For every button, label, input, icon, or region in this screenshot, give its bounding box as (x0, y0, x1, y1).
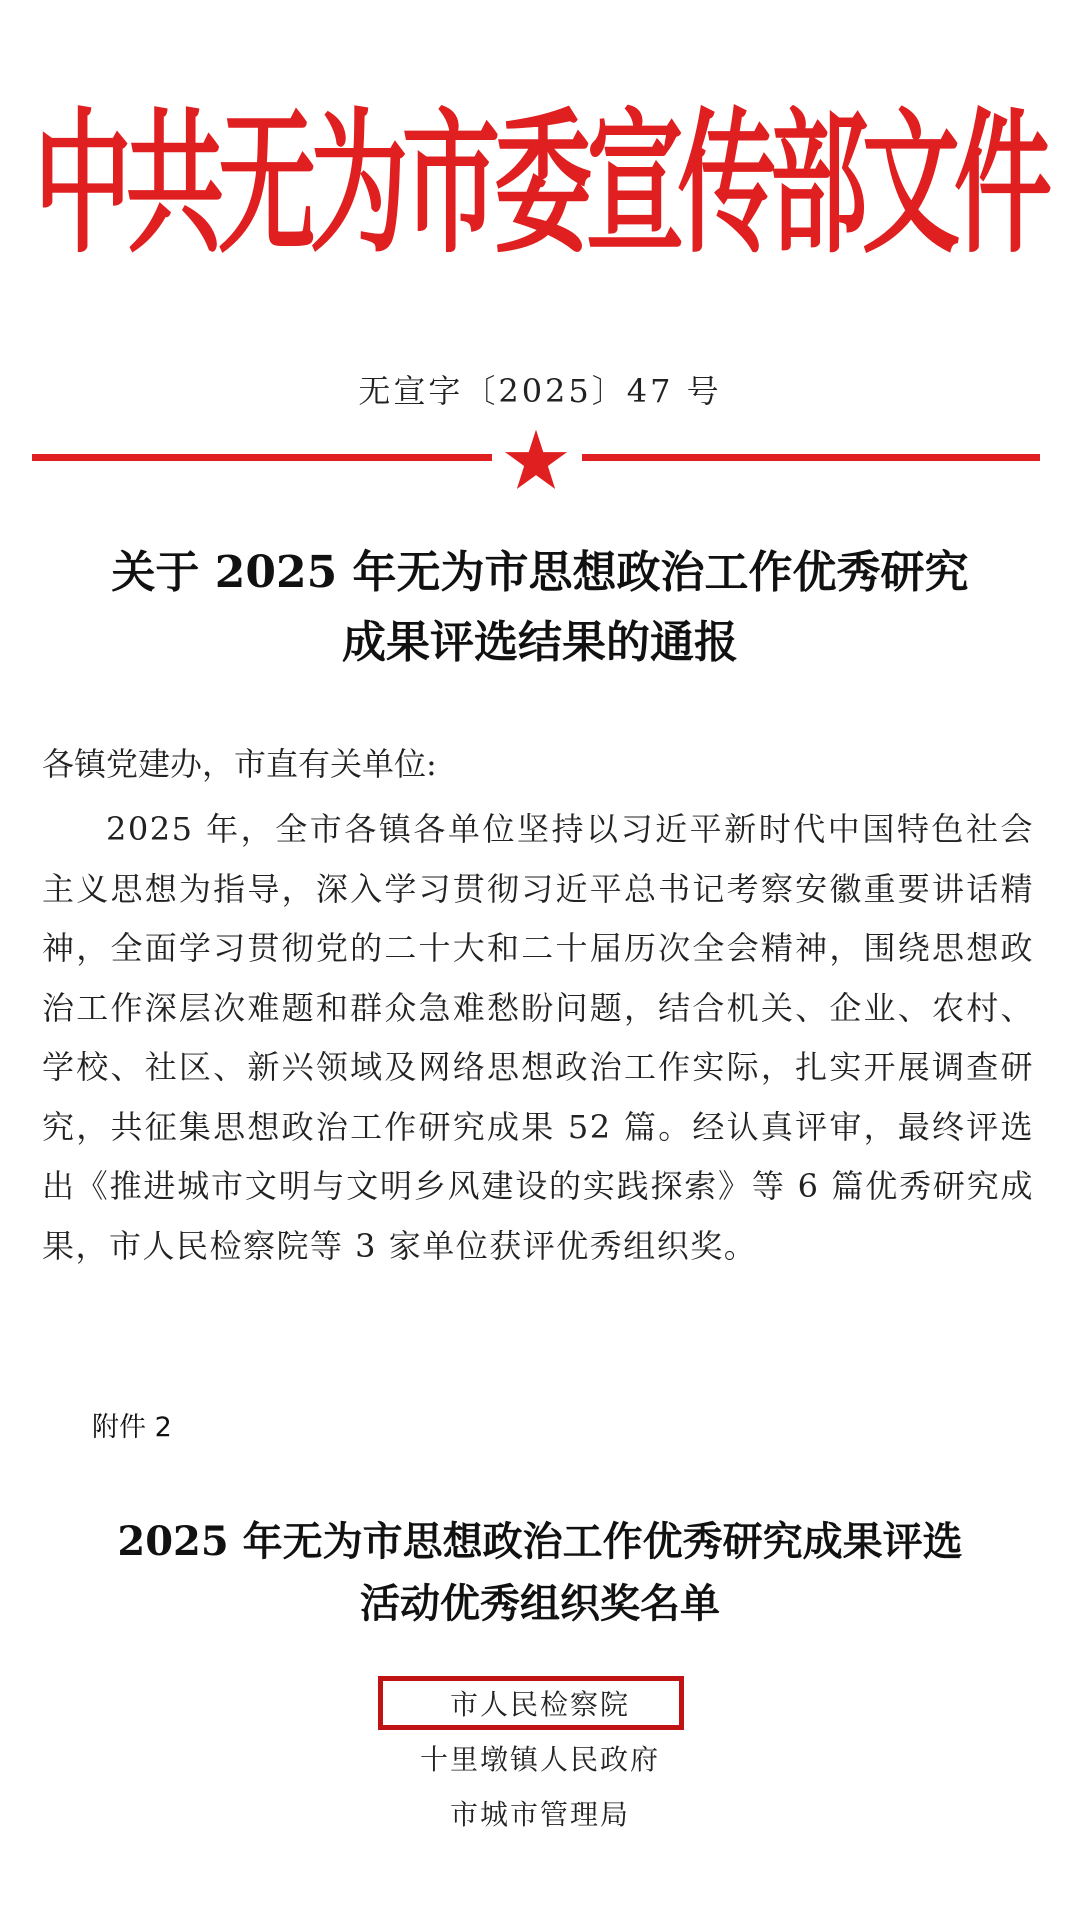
award-unit-3: 市城市管理局 (449, 1798, 630, 1831)
notice-title-line-2: 成果评选结果的通报 (342, 617, 738, 668)
highlight-box (378, 1676, 684, 1730)
attachment-label: 附件 2 (92, 1412, 172, 1443)
masthead-title: 中共无为市委宣传部文件 (33, 95, 1046, 276)
notice-title-line-1: 关于 2025 年无为市思想政治工作优秀研究 (111, 547, 969, 598)
list-title-line-2: 活动优秀组织奖名单 (360, 1580, 720, 1627)
body-paragraph: 2025 年，全市各镇各单位坚持以习近平新时代中国特色社会主义思想为指导，深入学习贯彻习近平总书记考察安徽重要讲话精神，全面学习贯彻党的二十大和二十届历次全会精神，围绕思想政治工作深层次难题和群众急难愁盼问题，结合机关、企业、农村、学校、社区、新兴领域及网络思想政治工作实际，扎实开展调查研究，共征集思想政治工作研究成果 52 篇。经认真评审，最终评选出《推进城市文明与文明乡风建设的实践探索》等 6 篇优秀研究成果，市人民检察院等 3 家单位获评优秀组织奖。 (42, 810, 1034, 1265)
list-title-line-1: 2025 年无为市思想政治工作优秀研究成果评选 (117, 1518, 963, 1565)
award-unit-1: 市人民检察院 (449, 1688, 630, 1721)
red-divider-left (32, 454, 492, 461)
award-unit-2: 十里墩镇人民政府 (419, 1743, 660, 1776)
red-star-icon (503, 427, 569, 493)
document-number: 无宣字〔2025〕47 号 (358, 372, 722, 410)
salutation: 各镇党建办，市直有关单位: (42, 745, 437, 783)
red-divider-right (582, 454, 1040, 461)
